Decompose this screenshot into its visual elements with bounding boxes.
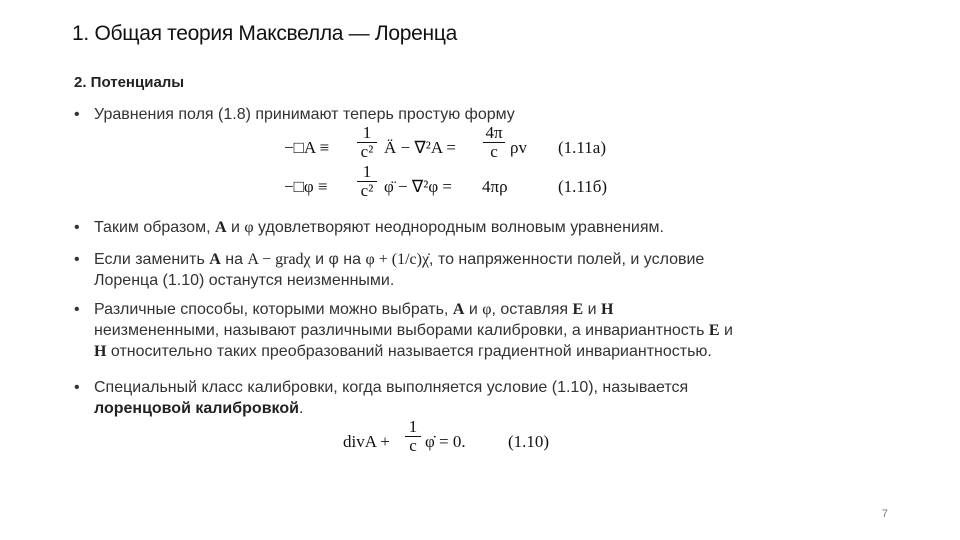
eq1-lhs: −□A ≡ xyxy=(284,138,330,157)
eq3-lhs: divA + xyxy=(343,432,390,451)
bullet-text xyxy=(94,377,854,419)
symbol-A: A xyxy=(214,219,227,236)
expr-A-minus-grad-chi: A − gradχ xyxy=(247,251,311,268)
page-number: 7 xyxy=(881,508,888,520)
eq2-mid: φ̈ − ∇²φ = xyxy=(384,177,453,196)
text-segment: Различные способы, которыми можно выбрать, xyxy=(94,301,453,318)
text-segment: . xyxy=(298,400,304,417)
bullet-text: Уравнения поля (1.8) принимают теперь простую форму xyxy=(94,106,515,123)
eq1-fraction-2 xyxy=(482,124,506,161)
symbol-E: E xyxy=(708,322,720,339)
bullet-dot: • xyxy=(74,106,80,123)
text-segment: относительно таких преобразований называется градиентной инвариантностью. xyxy=(106,343,712,360)
text-segment: и xyxy=(719,322,733,339)
eq3-denominator: c xyxy=(409,436,417,455)
section-heading: 2. Потенциалы xyxy=(74,74,185,91)
text-segment: и xyxy=(226,219,245,236)
bullet-dot: • xyxy=(74,301,80,318)
bullet-text xyxy=(94,217,854,238)
expr-phi-plus: φ + (1/c)χ̇ xyxy=(365,251,430,268)
bullet-2 xyxy=(74,217,854,238)
eq2-lhs: −□φ ≡ xyxy=(284,177,328,196)
text-segment: Если заменить xyxy=(94,251,210,268)
bold-term: лоренцовой калибровкой xyxy=(94,400,299,417)
symbol-A: A xyxy=(209,251,221,268)
eq1-fraction-1 xyxy=(356,124,378,161)
bullet-dot: • xyxy=(74,379,80,396)
eq3-label: (1.10) xyxy=(508,432,550,451)
text-segment: и xyxy=(583,301,602,318)
bullet-3 xyxy=(74,249,854,291)
symbol-E: E xyxy=(572,301,584,318)
bullet-5 xyxy=(74,377,854,419)
eq2-fraction xyxy=(356,163,378,200)
eq2-f1-numerator: 1 xyxy=(362,162,372,181)
text-segment: на xyxy=(220,251,248,268)
text-segment: и xyxy=(464,301,483,318)
text-segment: и φ на xyxy=(310,251,366,268)
symbol-phi: φ xyxy=(244,219,254,236)
eq1-mid: Ä − ∇²A = xyxy=(384,138,457,157)
bullet-1 xyxy=(74,104,854,125)
text-segment: удовлетворяют неоднородным волновым уравнениям. xyxy=(253,219,664,236)
eq2-label: (1.11б) xyxy=(558,177,608,196)
symbol-H: H xyxy=(94,343,107,360)
symbol-phi: φ xyxy=(482,301,492,318)
eq1-label: (1.11а) xyxy=(558,138,606,157)
bullet-text xyxy=(94,299,854,362)
eq1-f1-denominator: c² xyxy=(360,142,374,161)
bullet-text xyxy=(94,249,854,291)
eq3-fraction xyxy=(404,418,422,455)
eq2-rhs: 4πρ xyxy=(482,177,508,196)
text-segment: Таким образом, xyxy=(94,219,215,236)
bullet-dot: • xyxy=(74,251,80,268)
text-segment: Специальный класс калибровки, когда выполняется условие (1.10), называется xyxy=(94,379,689,396)
text-segment: неизмененными, называют различными выборами калибровки, а инвариантность xyxy=(94,322,709,339)
text-segment: , то напряженности полей, и условие xyxy=(429,251,705,268)
eq3-rhs: φ̇ = 0. xyxy=(425,432,466,451)
eq2-f1-denominator: c² xyxy=(360,181,374,200)
slide-title: 1. Общая теория Максвелла — Лоренца xyxy=(72,22,457,45)
bullet-dot: • xyxy=(74,219,80,236)
symbol-H: H xyxy=(601,301,614,318)
eq1-f2-denominator: c xyxy=(490,142,498,161)
eq1-f2-numerator: 4π xyxy=(485,123,503,142)
eq3-numerator: 1 xyxy=(408,417,418,436)
text-segment: , оставляя xyxy=(491,301,573,318)
symbol-A: A xyxy=(452,301,465,318)
bullet-4 xyxy=(74,299,854,362)
eq1-rhs: ρv xyxy=(510,138,527,157)
eq1-f1-numerator: 1 xyxy=(362,123,372,142)
text-segment: Лоренца (1.10) останутся неизменными. xyxy=(94,272,395,289)
